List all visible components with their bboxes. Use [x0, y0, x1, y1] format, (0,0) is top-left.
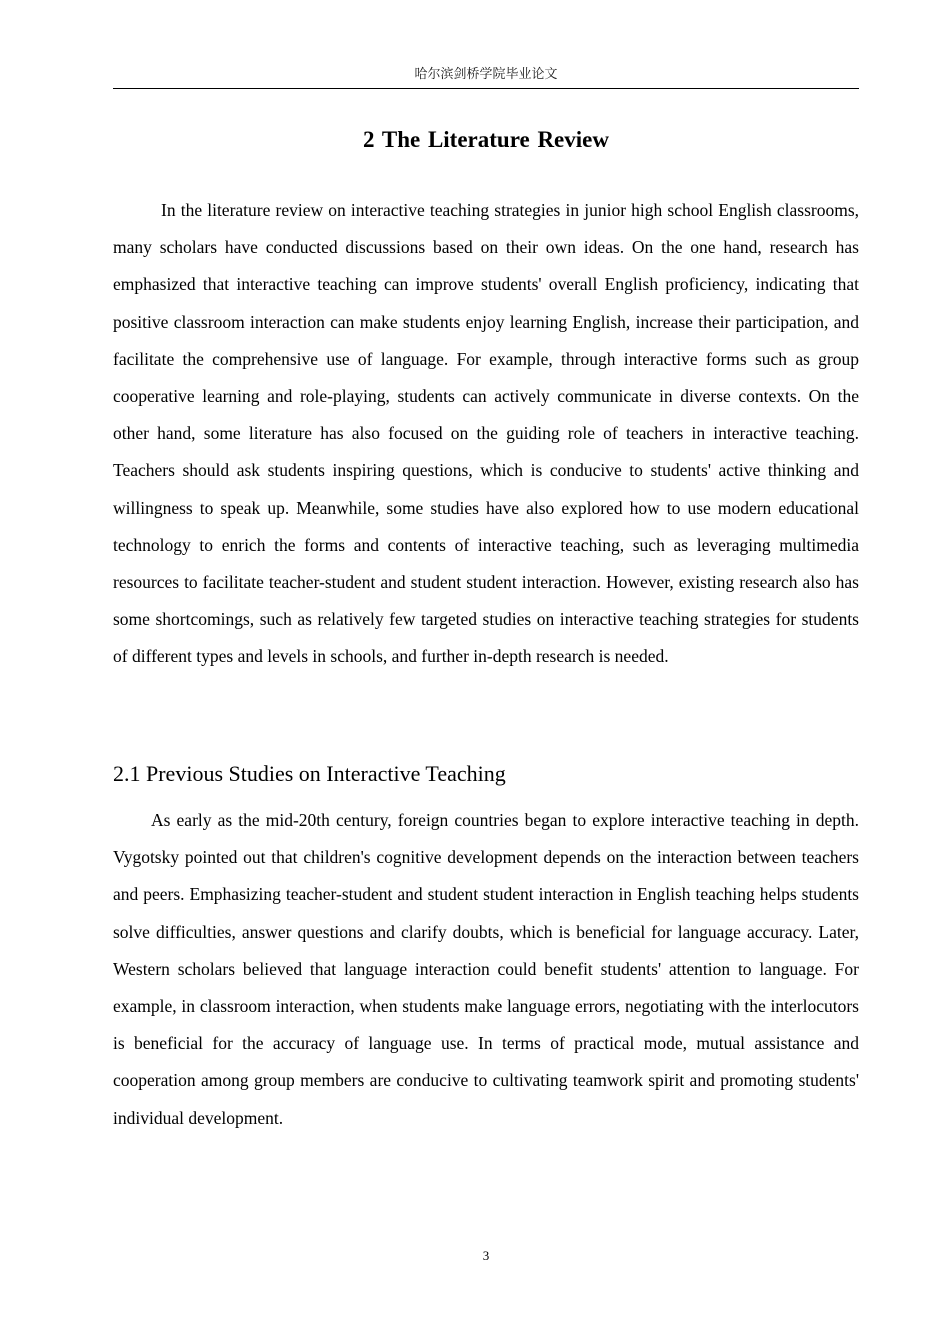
intro-paragraph: In the literature review on interactive teaching strategies in junior high school English classrooms, many scholars have conducted discussions based on their own ideas. On the one hand, research has emphasized that interactive teaching can improve students' overall English proficiency, indicating that positive classroom interaction can make students enjoy learning English, increase their participation, and facilitate the comprehensive use of language. For example, through interactive forms such as group cooperative learning and role-playing, students can actively communicate in diverse contexts. On the other hand, some literature has also focused on the guiding role of teachers in interactive teaching. Teachers should ask students inspiring questions, which is conducive to students' active thinking and willingness to speak up. Meanwhile, some studies have also explored how to use modern educational technology to enrich the forms and contents of interactive teaching, such as leveraging multimedia resources to facilitate teacher-student and student student interaction. However, existing research also has some shortcomings, such as relatively few targeted studies on interactive teaching strategies for students of different types and levels in schools, and further in-depth research is needed.: [113, 200, 859, 667]
page-number: 3: [482, 1248, 490, 1263]
previous-studies-paragraph: As early as the mid-20th century, foreign countries began to explore interactive teaching in depth. Vygotsky pointed out that children's cognitive development depends on the interaction between teachers and peers. Emphasizing teacher-student and student student interaction in English teaching helps students solve difficulties, answer questions and clarify doubts, which is beneficial for language accuracy. Later, Western scholars believed that language interaction could benefit students' attention to language. For example, in classroom interaction, when students make language errors, negotiating with the interlocutors is beneficial for the accuracy of language use. In terms of practical mode, mutual assistance and cooperation among group members are conducive to cultivating teamwork spirit and promoting students' individual development.: [113, 810, 859, 1128]
running-header: 哈尔滨剑桥学院毕业论文: [414, 66, 558, 81]
section-heading: 2.1 Previous Studies on Interactive Teaching: [113, 761, 506, 786]
chapter-title: 2 The Literature Review: [363, 127, 609, 152]
header-rule: [113, 88, 859, 89]
